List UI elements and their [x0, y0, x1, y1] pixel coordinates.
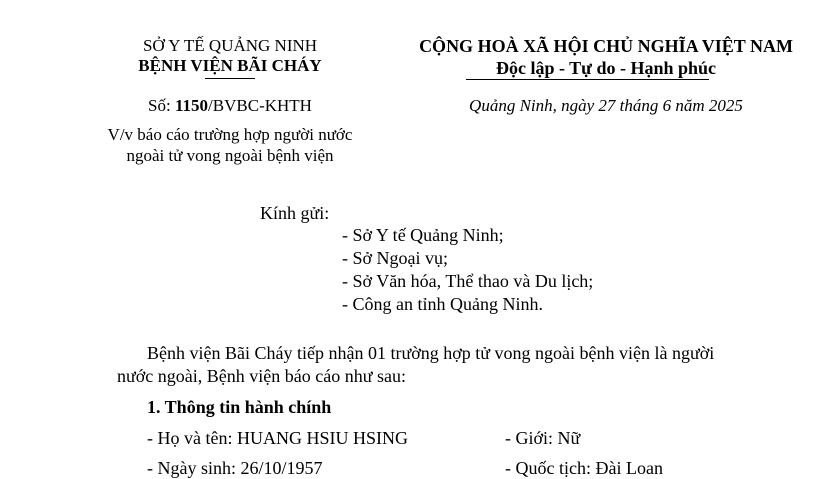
- recipient-item: - Sở Văn hóa, Thể thao và Du lịch;: [342, 271, 594, 291]
- section-1-title: 1. Thông tin hành chính: [147, 397, 332, 417]
- subject-line-1: V/v báo cáo trường hợp người nước: [107, 125, 353, 144]
- intro-line-2: nước ngoài, Bệnh viện báo cáo như sau:: [117, 366, 406, 386]
- place-date: Quảng Ninh, ngày 27 tháng 6 năm 2025: [469, 96, 743, 115]
- recipient-item: - Công an tỉnh Quảng Ninh.: [342, 294, 543, 314]
- number-prefix: Số:: [148, 96, 175, 115]
- issuer-hospital: BỆNH VIỆN BÃI CHÁY: [138, 56, 322, 75]
- number-suffix: /BVBC-KHTH: [208, 96, 312, 115]
- document-number: [60, 96, 400, 116]
- national-motto: Độc lập - Tự do - Hạnh phúc: [495, 58, 717, 78]
- patient-dob: - Ngày sinh: 26/10/1957: [147, 458, 323, 478]
- issuer-department: SỞ Y TẾ QUẢNG NINH: [142, 36, 318, 55]
- patient-gender: - Giới: Nữ: [505, 428, 581, 448]
- recipients-label: Kính gửi:: [260, 203, 330, 223]
- recipient-item: - Sở Y tế Quảng Ninh;: [342, 225, 504, 245]
- country-name: CỘNG HOÀ XÃ HỘI CHỦ NGHĨA VIỆT NAM: [419, 36, 793, 56]
- patient-nationality: - Quốc tịch: Đài Loan: [505, 458, 663, 478]
- subject-line-2: ngoài tử vong ngoài bệnh viện: [126, 146, 334, 165]
- recipient-item: - Sở Ngoại vụ;: [342, 248, 449, 268]
- number-value: 1150: [174, 96, 209, 115]
- intro-line-1: Bệnh viện Bãi Cháy tiếp nhận 01 trường hợp tử vong ngoài bệnh viện là người: [147, 343, 715, 363]
- patient-name: - Họ và tên: HUANG HSIU HSING: [147, 428, 408, 448]
- issuer-underline: [205, 78, 255, 79]
- motto-underline: [466, 79, 709, 80]
